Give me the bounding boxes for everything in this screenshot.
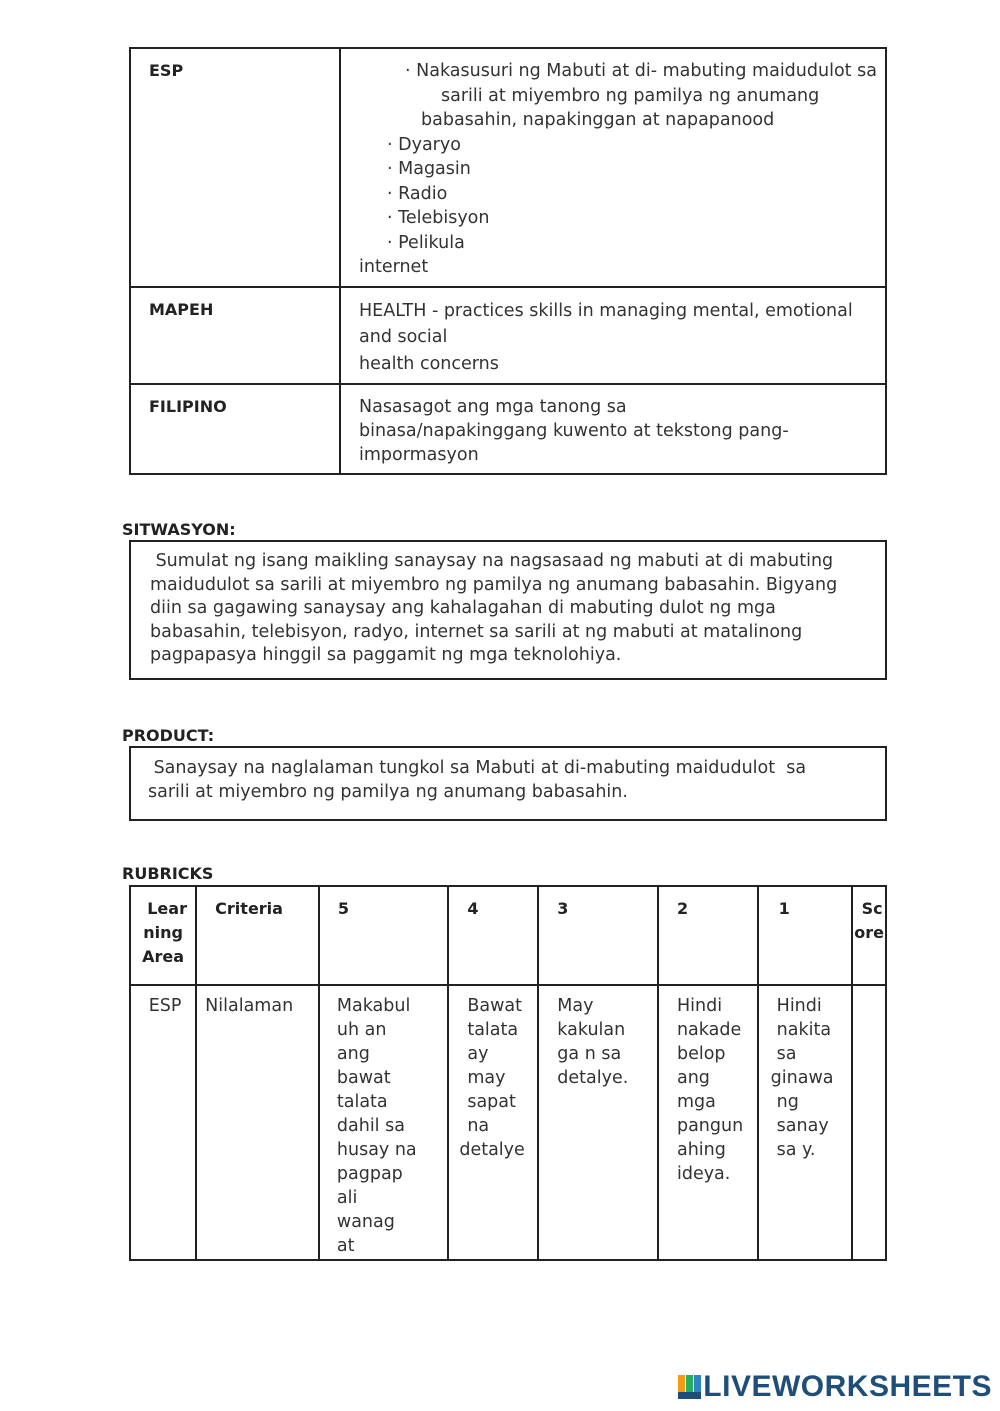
table-row: [130, 985, 886, 1260]
header-score-5: 5: [319, 886, 448, 985]
cell-score-input[interactable]: [852, 985, 886, 1260]
table-row: [130, 48, 886, 287]
list-item: · Telebisyon: [387, 208, 490, 228]
competency-mapeh: HEALTH - practices skills in managing mental, emotional and social health concerns: [340, 287, 886, 385]
cell-criteria: Nilalaman: [196, 985, 319, 1260]
brand-logo[interactable]: [677, 1371, 992, 1403]
competency-esp: [340, 48, 886, 287]
header-criteria: Criteria: [196, 886, 319, 985]
learning-area-esp: ESP: [130, 48, 340, 287]
list-item: · Magasin: [387, 159, 471, 179]
brand-name: LIVEWORKSHEETS: [703, 1370, 992, 1403]
rubricks-heading: RUBRICKS: [122, 864, 214, 883]
cell-score-2: Hindi nakade belop ang mga pangun ahing ideya.: [658, 985, 758, 1260]
header-score: Sc ore: [852, 886, 886, 985]
cell-learning-area: ESP: [130, 985, 196, 1260]
header-learning-area: Lear ning Area: [130, 886, 196, 985]
cell-score-1: Hindi nakita sa ginawa ng sanay sa y.: [758, 985, 853, 1260]
esp-lead: · Nakasusuri ng Mabuti at di- mabuting maidudulot sa sarili at miyembro ng pamilya ng anumang babasahin, napakinggan at napapanood: [405, 61, 877, 130]
competency-filipino: Nasasagot ang mga tanong sa binasa/napakinggang kuwento at tekstong pang- impormasyon: [340, 384, 886, 474]
rubric-table: [129, 885, 887, 1261]
competency-table: [129, 47, 887, 475]
table-row: [130, 287, 886, 385]
learning-area-mapeh: MAPEH: [130, 287, 340, 385]
sitwasyon-box: Sumulat ng isang maikling sanaysay na nagsasaad ng mabuti at di mabuting maidudulot sa sarili at miyembro ng pamilya ng anumang babasahin. Bigyang diin sa gagawing sanaysay ang kahalagahan di mabuting dulot ng mga babasahin, telebisyon, radyo, internet sa sarili at ng mabuti at matalinong pagpapasya hinggil sa paggamit ng mga teknolohiya.: [129, 540, 887, 680]
product-box: Sanaysay na naglalaman tungkol sa Mabuti at di-mabuting maidudulot sa sarili at miyembro ng pamilya ng anumang babasahin.: [129, 746, 887, 821]
header-score-1: 1: [758, 886, 853, 985]
table-row: [130, 886, 886, 985]
table-row: [130, 384, 886, 474]
cell-score-5: Makabul uh an ang bawat talata dahil sa husay na pagpap ali wanag at: [319, 985, 448, 1260]
learning-area-filipino: FILIPINO: [130, 384, 340, 474]
header-score-2: 2: [658, 886, 758, 985]
product-heading: PRODUCT:: [122, 726, 215, 745]
header-score-4: 4: [448, 886, 538, 985]
sitwasyon-heading: SITWASYON:: [122, 520, 236, 539]
header-score-3: 3: [538, 886, 658, 985]
list-item: · Radio: [387, 183, 448, 204]
cell-score-3: May kakulan ga n sa detalye.: [538, 985, 658, 1260]
liveworksheets-icon: [677, 1374, 703, 1400]
list-item: internet: [359, 257, 429, 277]
cell-score-4: Bawat talata ay may sapat na detalye: [448, 985, 538, 1260]
list-item: · Dyaryo: [387, 134, 461, 155]
list-item: · Pelikula: [387, 232, 465, 253]
